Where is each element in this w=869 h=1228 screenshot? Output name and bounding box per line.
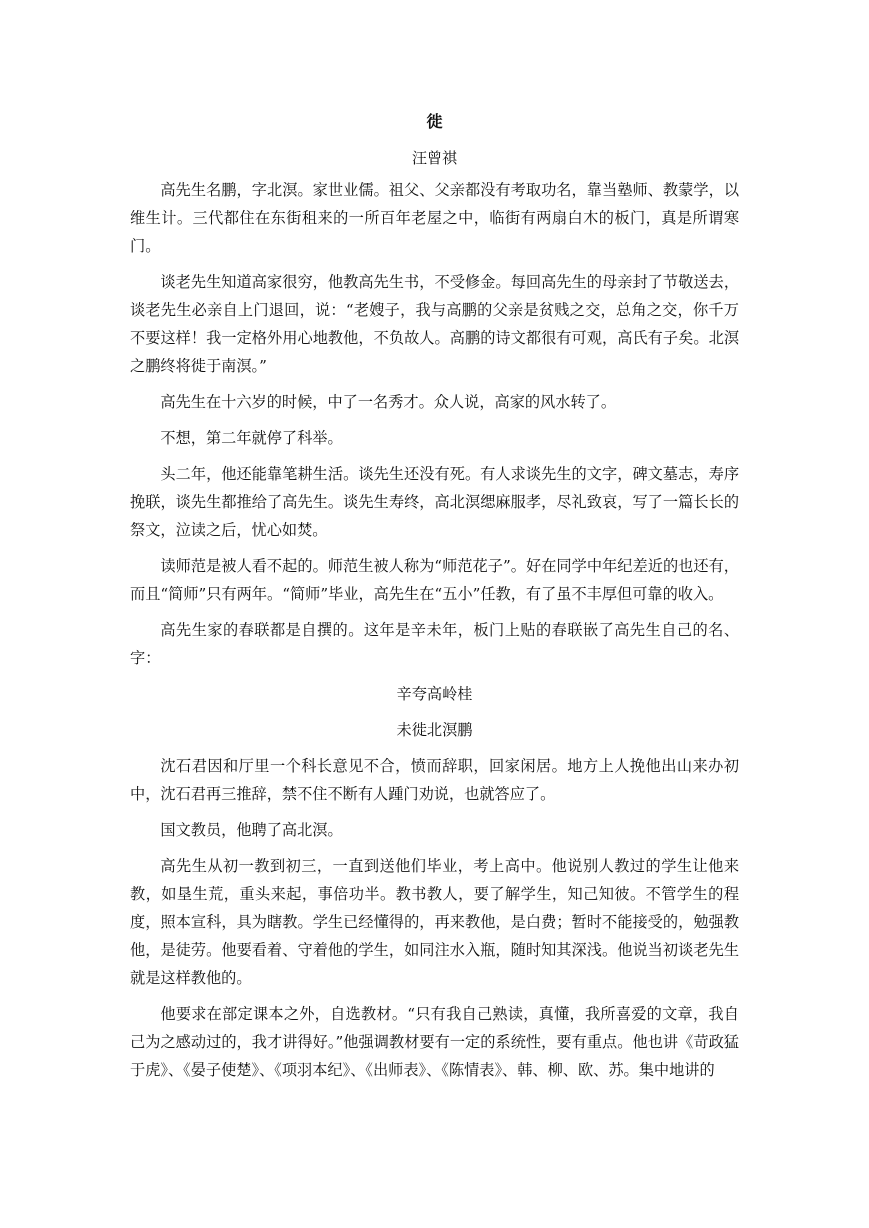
paragraph-3: 高先生在十六岁的时候，中了一名秀才。众人说，高家的风水转了。 xyxy=(160,393,617,411)
paragraph-4: 不想，第二年就停了科举。 xyxy=(160,429,343,447)
paragraph-9: 国文教员，他聘了高北溟。 xyxy=(160,821,343,839)
paragraph-11: 他要求在部定课本之外，自选教材。“只有我自己熟读，真懂，我所喜爱的文章，我自己为之感动过的，我才讲得好。”他强调教材要有一定的系统性，要有重点。他也讲《苛政猛于虎》、《晏子使楚》、《项羽本纪》、《出师表》、《陈情表》、韩、柳、欧、苏。集中地讲的 xyxy=(130,1005,739,1079)
couplet-line-1: 辛夸高岭桂 xyxy=(396,685,473,703)
paragraph-8: 沈石君因和厅里一个科长意见不合，愤而辞职，回家闲居。地方上人挽他出山来办初中，沈石君再三推辞，禁不住不断有人踵门劝说，也就答应了。 xyxy=(130,757,739,803)
paragraph-10: 高先生从初一教到初三，一直到送他们毕业，考上高中。他说别人教过的学生让他来教，如垦生荒，重头来起，事倍功半。教书教人，要了解学生，知己知彼。不管学生的程度，照本宣科，具为瞎教。学生已经懂得的，再来教他，是白费；暂时不能接受的，勉强教他，是徒劳。他要看着、守着他的学生，如同注水入瓶，随时知其深浅。他说当初谈老先生就是这样教他的。 xyxy=(130,857,739,987)
paragraph-1: 高先生名鹏，字北溟。家世业儒。祖父、父亲都没有考取功名，靠当塾师、教蒙学，以维生计。三代都住在东街租来的一所百年老屋之中，临街有两扇白木的板门，真是所谓寒门。 xyxy=(130,181,739,255)
paragraph-7: 高先生家的春联都是自撰的。这年是辛未年，板门上贴的春联嵌了高先生自己的名、字： xyxy=(130,621,739,667)
document-author: 汪曾祺 xyxy=(411,149,457,167)
paragraph-5: 头二年，他还能靠笔耕生活。谈先生还没有死。有人求谈先生的文字，碑文墓志，寿序挽联，谈先生都推给了高先生。谈先生寿终，高北溟缌麻服孝，尽礼致哀，写了一篇长长的祭文，泣读之后，忧心如焚。 xyxy=(130,465,739,539)
couplet-line-2: 未徙北溟鹏 xyxy=(396,721,473,739)
paragraph-6: 读师范是被人看不起的。师范生被人称为“师范花子”。好在同学中年纪差近的也还有，而且“简师”只有两年。“简师”毕业，高先生在“五小”任教，有了虽不丰厚但可靠的收入。 xyxy=(130,557,739,603)
document-title: 徙 xyxy=(426,112,443,131)
paragraph-2: 谈老先生知道高家很穷，他教高先生书，不受修金。每回高先生的母亲封了节敬送去，谈老先生必亲自上门退回，说：“老嫂子，我与高鹏的父亲是贫贱之交，总角之交，你千万不要这样！我一定格外用心地教他，不负故人。高鹏的诗文都很有可观，高氏有子矣。北溟之鹏终将徙于南溟。” xyxy=(130,273,739,375)
document-page xyxy=(130,104,739,1092)
